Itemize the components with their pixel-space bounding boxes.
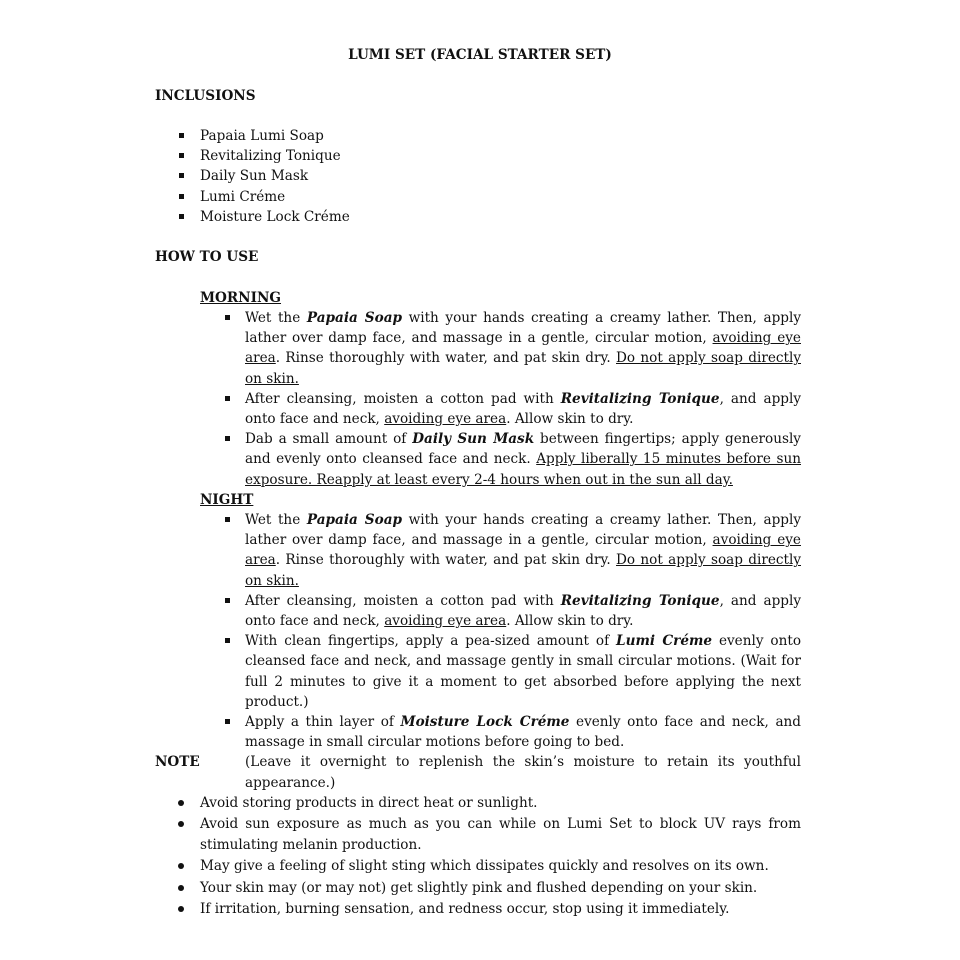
morning-steps bbox=[245, 308, 801, 490]
note-item: Avoid storing products in direct heat or sunlight. bbox=[200, 793, 801, 813]
step-text: between fingertips; apply generously and evenly onto cleansed face and neck. bbox=[245, 431, 801, 468]
step-text: evenly onto cleansed face and neck, and massage gently in small circular motions. (Wait for full 2 minutes to give it a moment to get absorbed before applying the next product.) bbox=[245, 633, 801, 710]
morning-heading: MORNING bbox=[200, 290, 282, 306]
step-warning: Do not apply soap directly on skin. bbox=[245, 350, 801, 387]
note-list bbox=[200, 793, 801, 920]
step-text: , and apply onto face and neck, bbox=[245, 390, 802, 428]
morning-step bbox=[245, 429, 801, 490]
night-step bbox=[245, 631, 801, 712]
how-to-use-heading: HOW TO USE bbox=[155, 249, 259, 265]
note-item: May give a feeling of slight sting which dissipates quickly and resolves on its own. bbox=[200, 856, 801, 876]
inclusions-heading: INCLUSIONS bbox=[155, 88, 256, 104]
step-text: Dab a small amount of bbox=[245, 431, 413, 448]
step-text: After cleansing, moisten a cotton pad with bbox=[245, 592, 561, 609]
step-text: . Allow skin to dry. bbox=[506, 613, 634, 630]
step-text: Apply a thin layer of bbox=[245, 714, 401, 731]
product-name: Papaia Soap bbox=[306, 512, 403, 528]
step-text: evenly onto face and neck, and massage in small circular motions before going to bed. bbox=[245, 714, 802, 751]
night-step bbox=[245, 510, 801, 591]
note-heading: NOTE bbox=[155, 754, 200, 770]
morning-step bbox=[245, 308, 801, 389]
step-text: . Allow skin to dry. bbox=[506, 411, 634, 428]
inclusion-item: Revitalizing Tonique bbox=[200, 146, 800, 166]
morning-step bbox=[245, 389, 801, 429]
step-warning: Do not apply soap directly on skin. bbox=[245, 552, 801, 589]
inclusion-item: Daily Sun Mask bbox=[200, 166, 800, 186]
step-text: Wet the bbox=[245, 310, 307, 326]
step-emphasis: avoiding eye area bbox=[384, 411, 507, 428]
note-item: Avoid sun exposure as much as you can while on Lumi Set to block UV rays from stimulating melanin production. bbox=[200, 814, 801, 855]
note-item: Your skin may (or may not) get slightly pink and flushed depending on your skin. bbox=[200, 878, 801, 898]
product-name: Lumi Créme bbox=[616, 633, 713, 650]
step-emphasis: avoiding eye area bbox=[245, 330, 801, 367]
step-text: After cleansing, moisten a cotton pad with bbox=[245, 390, 561, 407]
step-warning: Apply liberally 15 minutes before sun exposure. Reapply at least every 2-4 hours when out in the sun all day. bbox=[245, 451, 801, 488]
step-text: , and apply onto face and neck, bbox=[245, 592, 802, 630]
night-heading: NIGHT bbox=[200, 492, 254, 508]
step-text: with your hands creating a creamy lather. Then, apply lather over damp face, and massage in a gentle, circular motion, bbox=[245, 310, 802, 347]
step-text: . Rinse thoroughly with water, and pat skin dry. bbox=[275, 552, 617, 569]
product-name: Papaia Soap bbox=[306, 310, 403, 326]
night-step bbox=[245, 712, 801, 793]
document-title: LUMI SET (FACIAL STARTER SET) bbox=[348, 47, 612, 63]
product-name: Revitalizing Tonique bbox=[560, 390, 720, 407]
inclusion-item: Lumi Créme bbox=[200, 187, 800, 207]
note-item: If irritation, burning sensation, and redness occur, stop using it immediately. bbox=[200, 899, 801, 919]
step-text: . Rinse thoroughly with water, and pat skin dry. bbox=[275, 350, 617, 367]
inclusions-list bbox=[200, 126, 800, 227]
step-emphasis: avoiding eye area bbox=[384, 613, 507, 630]
night-steps bbox=[245, 510, 801, 793]
inclusion-item: Papaia Lumi Soap bbox=[200, 126, 800, 146]
product-name: Daily Sun Mask bbox=[412, 431, 535, 448]
step-emphasis: avoiding eye area bbox=[245, 532, 801, 569]
step-text: with your hands creating a creamy lather. Then, apply lather over damp face, and massage in a gentle, circular motion, bbox=[245, 512, 802, 549]
step-text: Wet the bbox=[245, 512, 307, 528]
night-step bbox=[245, 591, 801, 631]
step-text: With clean fingertips, apply a pea-sized amount of bbox=[245, 633, 617, 650]
inclusion-item: Moisture Lock Créme bbox=[200, 207, 800, 227]
product-name: Revitalizing Tonique bbox=[560, 592, 720, 609]
product-name: Moisture Lock Créme bbox=[400, 714, 570, 731]
step-text: (Leave it overnight to replenish the skin’s moisture to retain its youthful appearance.) bbox=[245, 754, 801, 791]
